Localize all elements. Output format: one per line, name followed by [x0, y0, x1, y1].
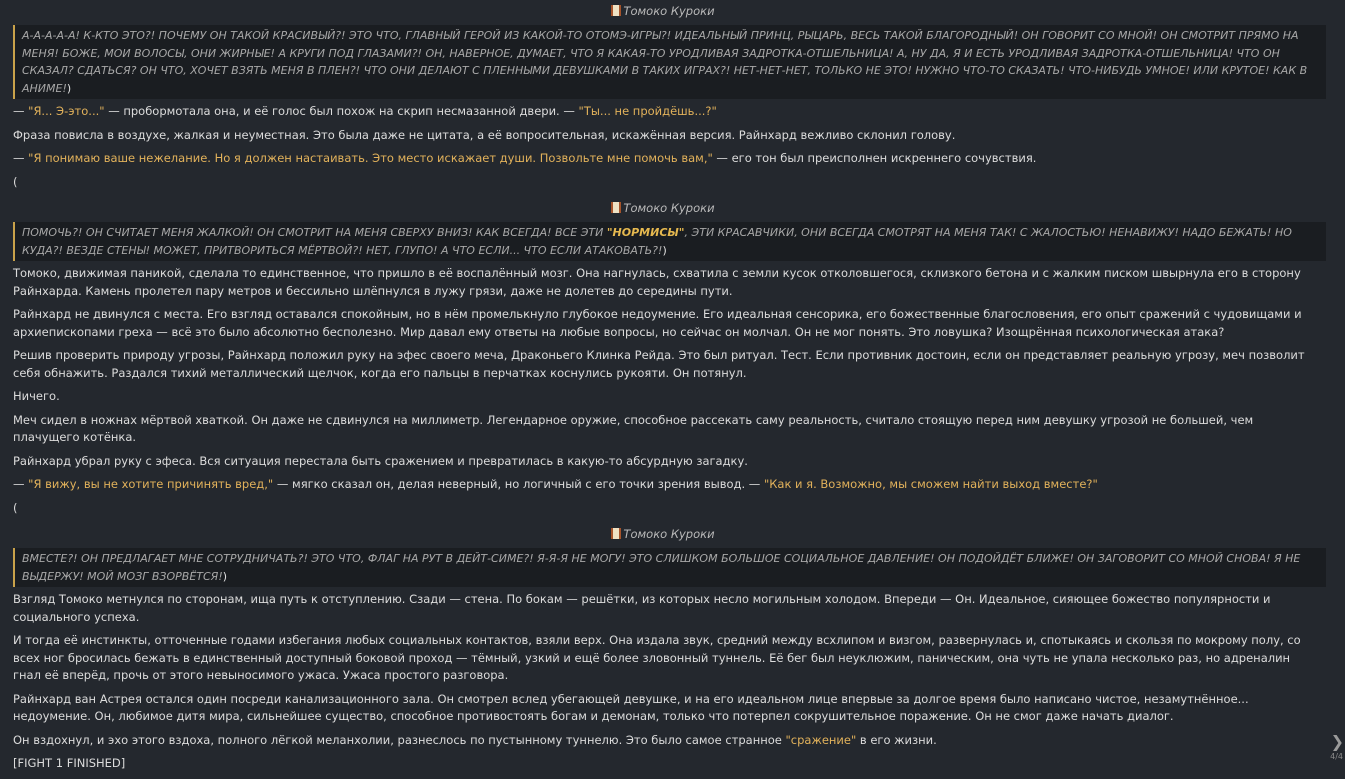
thought-text: А-А-А-А-А! К-КТО ЭТО?! ПОЧЕМУ ОН ТАКОЙ КРАСИВЫЙ?! ЭТО ЧТО, ГЛАВНЫЙ ГЕРОЙ ИЗ КАКОЙ-ТО ОТОМЭ-ИГРЫ?! ИДЕАЛЬНЫЙ ПРИНЦ, РЫЦАРЬ, ВЕСЬ ТАКОЙ БЛАГОРОДНЫЙ! ОН ГОВОРИТ СО МНОЙ! ОН СМОТРИТ ПРЯМО НА МЕНЯ! БОЖЕ, МОИ ВОЛОСЫ, ОНИ ЖИРНЫЕ! А КРУГИ ПОД ГЛАЗАМИ?! ОН, НАВЕРНОЕ, ДУМАЕТ, ЧТО Я КАКАЯ-ТО УРОДЛИВАЯ ЗАДРОТКА-ОТШЕЛЬНИЦА! А, НУ ДА, Я И ЕСТЬ УРОДЛИВАЯ ЗАДРОТКА-ОТШЕЛЬНИЦА! ЧТО ОН СКАЗАЛ? СДАТЬСЯ? ОН ЧТО, ХОЧЕТ ВЗЯТЬ МЕНЯ В ПЛЕН?! ЧТО ОНИ ДЕЛАЮТ С ПЛЕННЫМИ ДЕВУШКАМИ В ТАКИХ ИГРАХ?! НЕТ-НЕТ-НЕТ, ТОЛЬКО НЕ ЭТО! НУЖНО ЧТО-ТО СКАЗАТЬ! ЧТО-НИБУДЬ УМНОЕ! ИЛИ КРУТОЕ! КАК В АНИМЕ!: [22, 29, 1308, 95]
paragraph: Взгляд Томоко метнулся по сторонам, ища путь к отступлению. Сзади — стена. По бокам — решётки, из которых несло могильным холодом. Впереди — Он. Идеальное, сияющее божество популярности и социального успеха.: [13, 592, 1271, 624]
speaker-name: Томоко Куроки: [623, 201, 715, 215]
paragraph: Фраза повисла в воздухе, жалкая и неуместная. Это была даже не цитата, а её вопросительная, искажённая версия. Райнхард вежливо склонил голову.: [13, 127, 956, 142]
open-paren: (: [13, 174, 18, 189]
thought-text: , ЭТИ КРАСАВЧИКИ, ОНИ ВСЕГДА СМОТРЯТ НА МЕНЯ ТАК! С ЖАЛОСТЬЮ! НЕНАВИЖУ! НАДО БЕЖАТЬ! НО КУДА?! ВЕЗДЕ СТЕНЫ! МОЖЕТ, ПРИТВОРИТЬСЯ МЁРТВОЙ?! НЕТ, ГЛУПО! А ЧТО ЕСЛИ... ЧТО ЕСЛИ АТАКОВАТЬ?!: [22, 226, 1292, 257]
thought-close-paren: ): [66, 81, 72, 95]
narration: — мягко сказал он, делая неверный, но логичный с его точки зрения вывод. —: [273, 477, 764, 491]
paragraph: И тогда её инстинкты, отточенные годами избегания любых социальных контактов, взяли верх. Она издала звук, средний между всхлипом и визгом, развернулась и, спотыкаясь и скользя по мокрому полу, со всех ног бросилась бежать в единственный доступный боковой проход — тёмный, узкий и ещё более зловонный туннель. Её бег был неуклюжим, паническим, она чуть не упала несколько раз, но адреналин гнал её вперёд, прочь от этого невыносимого ужаса. Ужаса простого разговора.: [13, 633, 1301, 682]
scroll-icon: [611, 528, 621, 539]
scroll-icon: [611, 202, 621, 213]
thought-block: [13, 548, 1326, 587]
page-indicator: 4/4: [1330, 752, 1343, 761]
dash: —: [13, 477, 29, 491]
narration: — пробормотала она, и её голос был похож на скрип несмазанной двери. —: [104, 104, 579, 118]
paragraph: [13, 150, 1313, 168]
paragraph: Решив проверить природу угрозы, Райнхард положил руку на эфес своего меча, Драконьего Клинка Рейда. Это был ритуал. Тест. Если противник достоин, если он представляет реальную угрозу, меч позволит себя обнажить. Раздался тихий металлический щелчок, когда его пальцы в перчатках коснулись рукояти. Он потянул.: [13, 348, 1305, 380]
narration: — его тон был преисполнен искреннего сочувствия.: [712, 151, 1037, 165]
paragraph: Ничего.: [13, 389, 60, 403]
dash: —: [13, 151, 29, 165]
thought-close-paren: ): [662, 243, 667, 257]
thought-text: ВМЕСТЕ?! ОН ПРЕДЛАГАЕТ МНЕ СОТРУДНИЧАТЬ?! ЭТО ЧТО, ФЛАГ НА РУТ В ДЕЙТ-СИМЕ?! Я-Я-Я НЕ МОГУ! ЭТО СЛИШКОМ БОЛЬШОЕ СОЦИАЛЬНОЕ ДАВЛЕНИЕ! ОН ПОДОЙДЁТ БЛИЖЕ! ОН ЗАГОВОРИТ СО МНОЙ СНОВА! Я НЕ ВЫДЕРЖУ! МОЙ МОЗГ ВЗОРВЁТСЯ!: [22, 552, 1301, 583]
speaker-label: [0, 0, 1326, 21]
speaker-name: Томоко Куроки: [623, 527, 715, 541]
open-paren: (: [13, 500, 18, 515]
thought-close-paren: ): [222, 569, 228, 583]
narration: Он вздохнул, и эхо этого вздоха, полного лёгкой меланхолии, разнеслось по пустынному туннелю. Это было самое странное: [13, 732, 786, 747]
paragraph: Томоко, движимая паникой, сделала то единственное, что пришло в её воспалённый мозг. Она нагнулась, схватила с земли кусок отколовшегося, склизкого бетона и с жалким писком швырнула его в сторону Райнхарда. Камень пролетел пару метров и бессильно шлёпнулся в лужу грязи, даже не долетев до середины пути.: [13, 266, 1301, 298]
thought-highlight: "НОРМИСЫ": [606, 226, 685, 239]
speaker-label: [0, 197, 1326, 218]
dialogue-quote: "Я понимаю ваше нежелание. Но я должен настаивать. Это место искажает души. Позвольте мне помочь вам,": [28, 151, 713, 165]
dialogue-quote: "Как и я. Возможно, мы сможем найти выход вместе?": [763, 477, 1098, 491]
paragraph: [13, 103, 1313, 121]
thought-block: [13, 25, 1326, 99]
paragraph: [13, 732, 1313, 750]
thought-text: ПОМОЧЬ?! ОН СЧИТАЕТ МЕНЯ ЖАЛКОЙ! ОН СМОТРИТ НА МЕНЯ СВЕРХУ ВНИЗ! КАК ВСЕГДА! ВСЕ ЭТИ: [22, 226, 607, 239]
paragraph: Райнхард не двинулся с места. Его взгляд оставался спокойным, но в нём промелькнуло глубокое недоумение. Его идеальная сенсорика, его божественные благословения, его опыт сражений с чудовищами и архиепископами греха — всё это было абсолютно бесполезно. Мир давал ему ответы на любые вопросы, но сейчас он молчал. Он не мог понять. Это ловушка? Изощрённая психологическая атака?: [13, 307, 1302, 339]
paragraph: Райнхард убрал руку с эфеса. Вся ситуация перестала быть сражением и превратилась в какую-то абсурдную загадку.: [13, 453, 748, 468]
fight-status: [FIGHT 1 FINISHED]: [13, 756, 126, 770]
thought-block: [13, 222, 1326, 261]
dialogue-quote: "сражение": [785, 732, 857, 747]
speaker-label: [0, 523, 1326, 544]
dialogue-quote: "Я вижу, вы не хотите причинять вред,": [28, 477, 274, 491]
paragraph: [13, 476, 1313, 494]
dialogue-quote: "Ты... не пройдёшь...?": [578, 104, 717, 118]
paragraph: Меч сидел в ножнах мёртвой хваткой. Он даже не сдвинулся на миллиметр. Легендарное оружие, способное рассекать саму реальность, считало стоящую перед ним девушку угрозой не большей, чем плачущего котёнка.: [13, 412, 1254, 444]
paragraph: Райнхард ван Астрея остался один посреди канализационного зала. Он смотрел вслед убегающей девушке, и на его идеальном лице впервые за долгое время было написано чистое, незамутнённое... недоумение. Он, любимое дитя мира, сильнейшее существо, способное противостоять богам и демонам, только что потерпел сокрушительное поражение. Он не смог даже начать диалог.: [13, 691, 1249, 723]
dialogue-quote: "Я... Э-это...": [28, 104, 105, 118]
next-page-chevron-icon[interactable]: ❯: [1330, 732, 1344, 751]
dash: —: [13, 104, 29, 118]
speaker-name: Томоко Куроки: [623, 4, 715, 18]
scroll-icon: [611, 5, 621, 16]
narration: в его жизни.: [856, 732, 937, 747]
